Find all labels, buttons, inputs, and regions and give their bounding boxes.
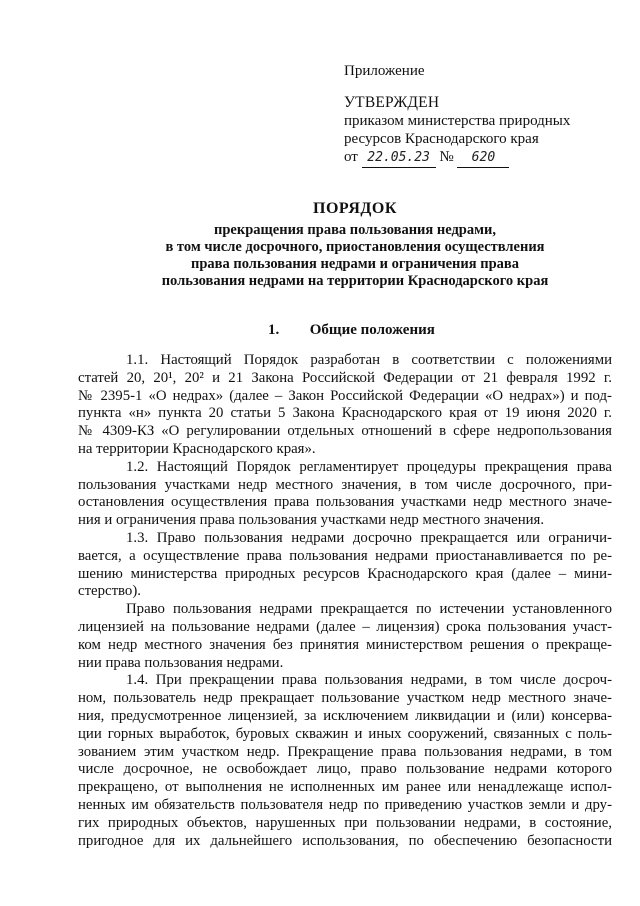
text-line: числе досрочное, не освобождает лицо, право пользование недрами которого — [78, 761, 612, 778]
subtitle-line: прекращения права пользования недрами, — [214, 222, 496, 238]
text-line: № 2395-1 «О недрах» (далее – Закон Российской Федерации «О недрах») и под- — [78, 387, 612, 404]
text-line: № 4309-КЗ «О регулировании отдельных отношений в сфере недропользования — [78, 423, 612, 440]
text-line: ком недр местного значения без принятия министерством решения о прекраще- — [78, 636, 612, 653]
order-line-1: приказом министерства природных — [344, 113, 571, 129]
text-line: на территории Краснодарского края». — [78, 440, 316, 457]
body-text — [78, 352, 612, 850]
text-line: 1.4. При прекращении права пользования недрами, в том числе досроч- — [126, 672, 612, 689]
from-label: от — [344, 149, 358, 165]
section-title: Общие положения — [309, 322, 435, 338]
order-number: 620 — [457, 149, 509, 168]
text-line: вается, а осуществление права пользования недрами приостанавливается по ре- — [78, 547, 612, 564]
text-line: ния, предусмотренное лицензией, за исключением ликвидации и (или) консерва- — [78, 707, 612, 724]
subtitle-line: в том числе досрочного, приостановления осуществления — [165, 239, 545, 255]
text-line: пользования участками недр местного значения, в том числе досрочного, при- — [78, 476, 612, 493]
paragraph-1-3-cont — [78, 601, 612, 672]
approved-label: УТВЕРЖДЕН — [344, 94, 440, 111]
text-line: шению министерства природных ресурсов Краснодарского края (далее – мини- — [78, 565, 612, 582]
paragraph-1-1 — [78, 352, 612, 459]
text-line: статей 20, 20¹, 20² и 21 Закона Российской Федерации от 21 февраля 1992 г. — [78, 369, 612, 386]
number-sign: № — [439, 149, 454, 165]
text-line: зованием этим участком недр. Прекращение права пользования недрами, в том — [78, 743, 612, 760]
approval-block — [344, 62, 624, 168]
text-line: 1.1. Настоящий Порядок разработан в соответствии с положениями — [126, 352, 612, 368]
text-line: прекращено, от выполнения не исполненных им ранее или ненадлежаще испол- — [78, 779, 612, 796]
title-block — [110, 200, 600, 290]
text-line: стерство). — [78, 583, 141, 600]
text-line: 1.3. Право пользования недрами досрочно прекращается или ограничи- — [126, 529, 612, 546]
paragraph-1-4 — [78, 672, 612, 850]
paragraph-1-2 — [78, 459, 612, 530]
appendix-label: Приложение — [344, 63, 425, 79]
text-line: лицензией на пользование недрами (далее – лицензия) срока пользования участ- — [78, 618, 612, 635]
order-line-2: ресурсов Краснодарского края — [344, 131, 539, 147]
order-date-line — [344, 148, 624, 168]
subtitle-line: права пользования недрами и ограничения права — [191, 256, 519, 272]
text-line: остановления осуществления права пользования участками недр местного значе- — [78, 494, 612, 511]
text-line: ном, пользователь недр прекращает пользование участком недр местного значе- — [78, 690, 612, 707]
text-line: Право пользования недрами прекращается по истечении установленного — [126, 601, 612, 618]
text-line: ции горных выработок, буровых скважин и иных сооружений, связанных с поль- — [78, 725, 612, 742]
text-line: нии права пользования недрами. — [78, 654, 284, 671]
subtitle-line: пользования недрами на территории Краснодарского края — [161, 273, 549, 289]
section-number: 1. — [268, 322, 280, 338]
text-line: 1.2. Настоящий Порядок регламентирует процедуры прекращения права — [126, 458, 612, 475]
paragraph-1-3 — [78, 530, 612, 601]
document-subtitle — [110, 222, 600, 290]
section-heading — [268, 322, 435, 339]
text-line: пригодное для их дальнейшего использования, по обеспечению безопасности — [78, 832, 612, 849]
text-line: ненных им обязательств пользователя недр по приведению участков земли и дру- — [78, 796, 612, 813]
text-line: ния и ограничения права пользования участками недр местного значения. — [78, 512, 545, 529]
order-date: 22.05.23 — [362, 149, 436, 168]
document-title: ПОРЯДОК — [313, 200, 397, 217]
text-line: гих природных объектов, нарушенных при пользовании недрами, в состояние, — [78, 814, 612, 831]
text-line: пункта «н» пункта 20 статьи 5 Закона Краснодарского края от 19 июня 2020 г. — [78, 405, 612, 422]
